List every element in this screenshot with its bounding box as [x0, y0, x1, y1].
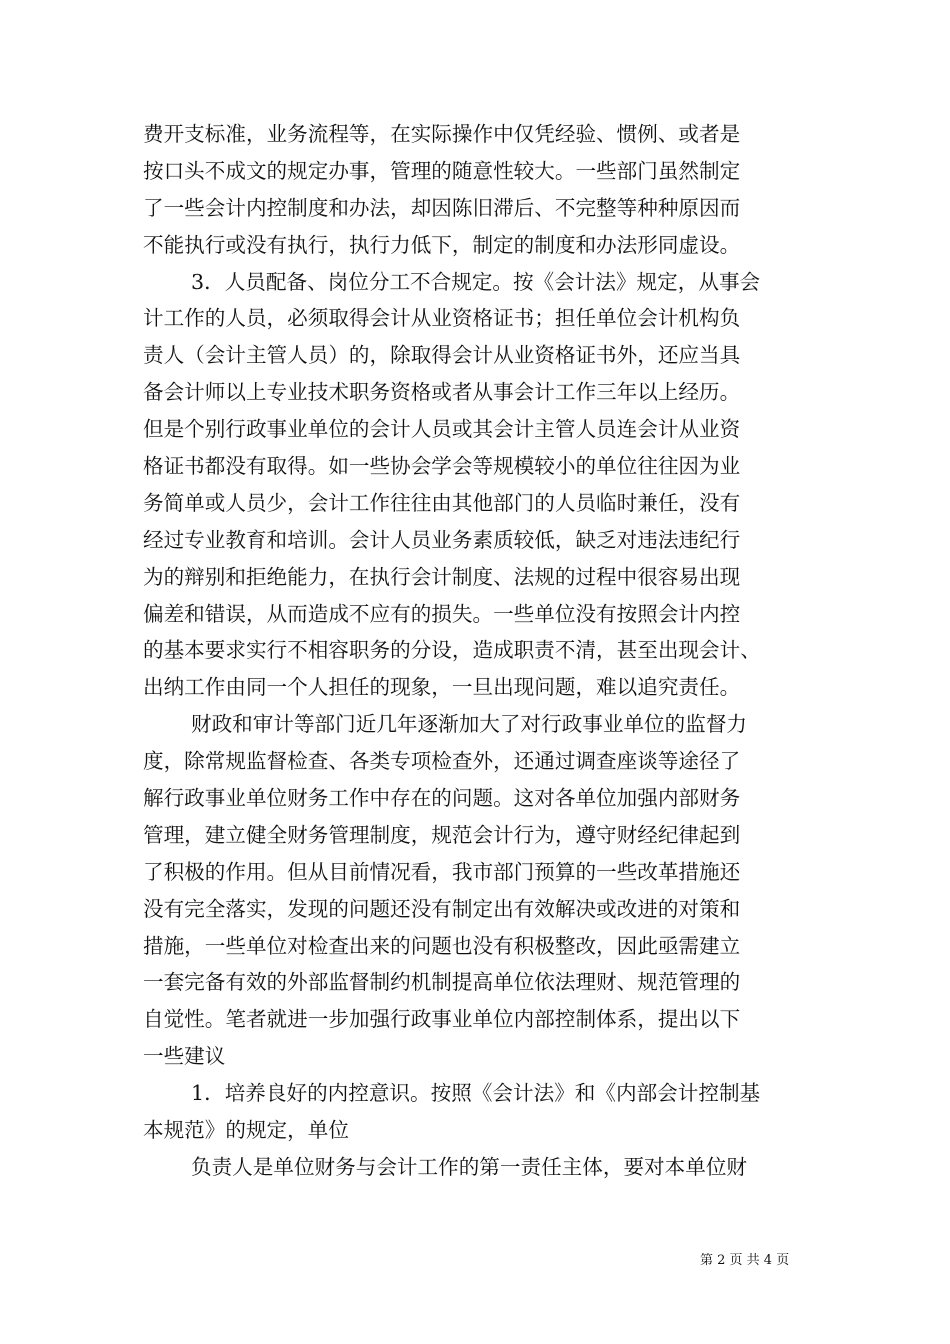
text-line: 费开支标准，业务流程等，在实际操作中仅凭经验、惯例、或者是 — [143, 122, 741, 146]
text-line: 不能执行或没有执行，执行力低下，制定的制度和办法形同虚设。 — [143, 232, 741, 257]
text-line: 自觉性。笔者就进一步加强行政事业单位内部控制体系，提出以下 — [143, 1007, 741, 1032]
page-number: 第 2 页 共 4 页 — [700, 1253, 790, 1268]
text-line: 3．人员配备、岗位分工不合规定。按《会计法》规定，从事会 — [191, 269, 761, 294]
text-line: 管理，建立健全财务管理制度，规范会计行为，遵守财经纪律起到 — [143, 822, 741, 847]
text-line: 没有完全落实，发现的问题还没有制定出有效解决或改进的对策和 — [143, 896, 741, 921]
text-line: 了一些会计内控制度和办法，却因陈旧滞后、不完整等种种原因而 — [143, 195, 741, 220]
text-line: 务简单或人员少，会计工作往往由其他部门的人员临时兼任，没有 — [143, 490, 741, 515]
text-line: 备会计师以上专业技术职务资格或者从事会计工作三年以上经历。 — [143, 380, 741, 405]
text-line: 出纳工作由同一个人担任的现象，一旦出现问题，难以追究责任。 — [143, 675, 741, 700]
text-line: 的基本要求实行不相容职务的分设，造成职责不清，甚至出现会计、 — [143, 638, 761, 663]
text-line: 1．培养良好的内控意识。按照《会计法》和《内部会计控制基 — [191, 1081, 761, 1106]
text-line: 度，除常规监督检查、各类专项检查外，还通过调查座谈等途径了 — [143, 749, 741, 774]
text-line: 一套完备有效的外部监督制约机制提高单位依法理财、规范管理的 — [143, 970, 741, 995]
text-line: 财政和审计等部门近几年逐渐加大了对行政事业单位的监督力 — [191, 712, 748, 737]
text-line: 计工作的人员，必须取得会计从业资格证书；担任单位会计机构负 — [143, 306, 741, 331]
text-line: 按口头不成文的规定办事，管理的随意性较大。一些部门虽然制定 — [143, 158, 741, 183]
text-line: 经过专业教育和培训。会计人员业务素质较低，缺乏对违法违纪行 — [143, 527, 741, 552]
text-line: 措施，一些单位对检查出来的问题也没有积极整改，因此亟需建立 — [143, 933, 741, 958]
text-line: 解行政事业单位财务工作中存在的问题。这对各单位加强内部财务 — [143, 786, 741, 811]
text-line: 本规范》的规定，单位 — [143, 1118, 349, 1143]
text-line: 了积极的作用。但从目前情况看，我市部门预算的一些改革措施还 — [143, 859, 741, 884]
text-line: 格证书都没有取得。如一些协会学会等规模较小的单位往往因为业 — [143, 454, 741, 479]
text-line: 偏差和错误，从而造成不应有的损失。一些单位没有按照会计内控 — [143, 601, 741, 626]
text-line: 一些建议 — [143, 1044, 226, 1069]
text-line: 为的辩别和拒绝能力，在执行会计制度、法规的过程中很容易出现 — [143, 564, 741, 589]
text-line: 负责人是单位财务与会计工作的第一责任主体，要对本单位财 — [191, 1154, 748, 1179]
text-line: 但是个别行政事业单位的会计人员或其会计主管人员连会计从业资 — [143, 417, 741, 442]
document-body — [143, 116, 809, 1186]
text-line: 责人（会计主管人员）的，除取得会计从业资格证书外，还应当具 — [143, 343, 741, 368]
